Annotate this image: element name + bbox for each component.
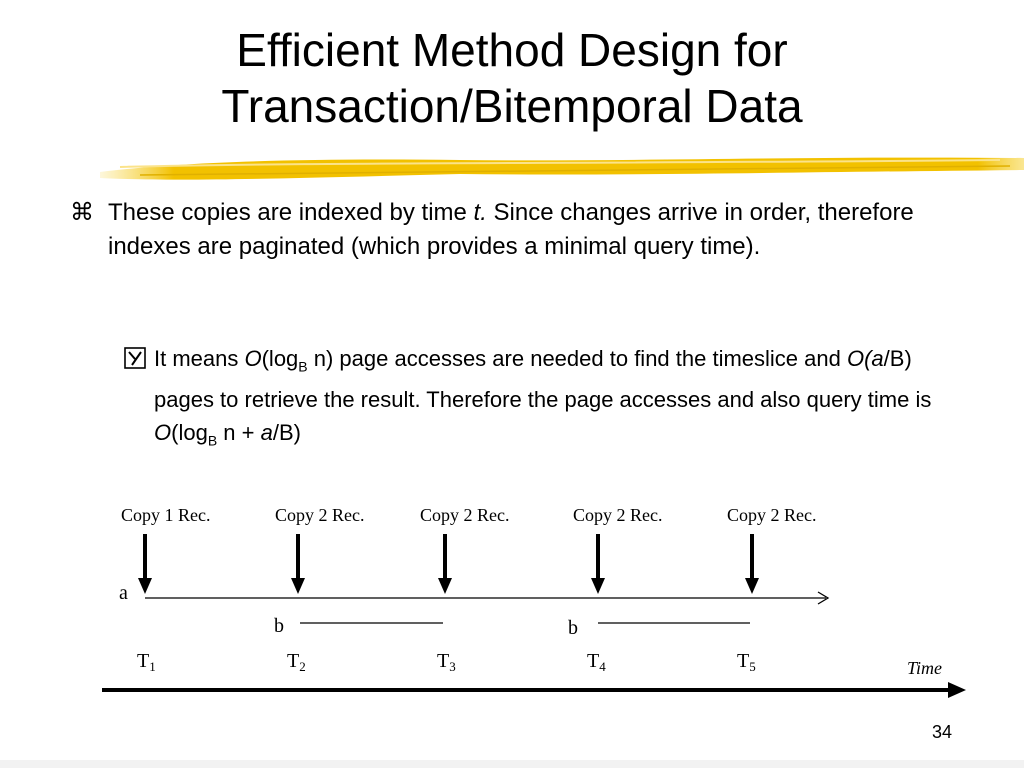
title-line-1: Efficient Method Design for	[236, 24, 788, 76]
copy-arrows	[138, 534, 759, 594]
copy-arrow-2	[291, 534, 305, 594]
copy-label-2: Copy 2 Rec.	[275, 505, 365, 525]
copy-arrow-1	[138, 534, 152, 594]
copy-arrow-5	[745, 534, 759, 594]
record-a-label: a	[119, 582, 128, 604]
time-axis	[102, 682, 966, 698]
record-b-label-1: b	[274, 615, 284, 637]
time-t1-label: $T_1$	[137, 650, 156, 674]
copy-label-1: Copy 1 Rec.	[121, 505, 211, 525]
bullet-2-text: It means $O(\log_B$ n) page accesses are needed to find the timeslice and O(a/B) pages to retrieve the result. Therefore the page accesses and also query time is $O(\log_B$ n + a/B)	[154, 346, 932, 449]
page-number: 34	[932, 722, 953, 742]
time-t2-label: $T_2$	[287, 650, 306, 674]
copy-arrow-3	[438, 534, 452, 594]
copy-label-3: Copy 2 Rec.	[420, 505, 510, 525]
title-line-2: Transaction/Bitemporal Data	[221, 80, 803, 132]
time-axis-label: Time	[907, 658, 943, 678]
time-t5-label: $T_5$	[737, 650, 756, 674]
copy-label-4: Copy 2 Rec.	[573, 505, 663, 525]
footer-bar	[0, 760, 1024, 768]
copy-arrow-4	[591, 534, 605, 594]
time-t4-label: $T_4$	[587, 650, 606, 674]
command-bullet-icon: ⌘	[70, 199, 94, 226]
time-t3-label: $T_3$	[437, 650, 456, 674]
bullet-1-text: These copies are indexed by time t. Since changes arrive in order, therefore indexes are paginated (which provides a minimal query time).	[108, 199, 914, 260]
copy-label-5: Copy 2 Rec.	[727, 505, 817, 525]
record-b-label-2: b	[568, 617, 578, 639]
record-a-line	[145, 592, 828, 604]
